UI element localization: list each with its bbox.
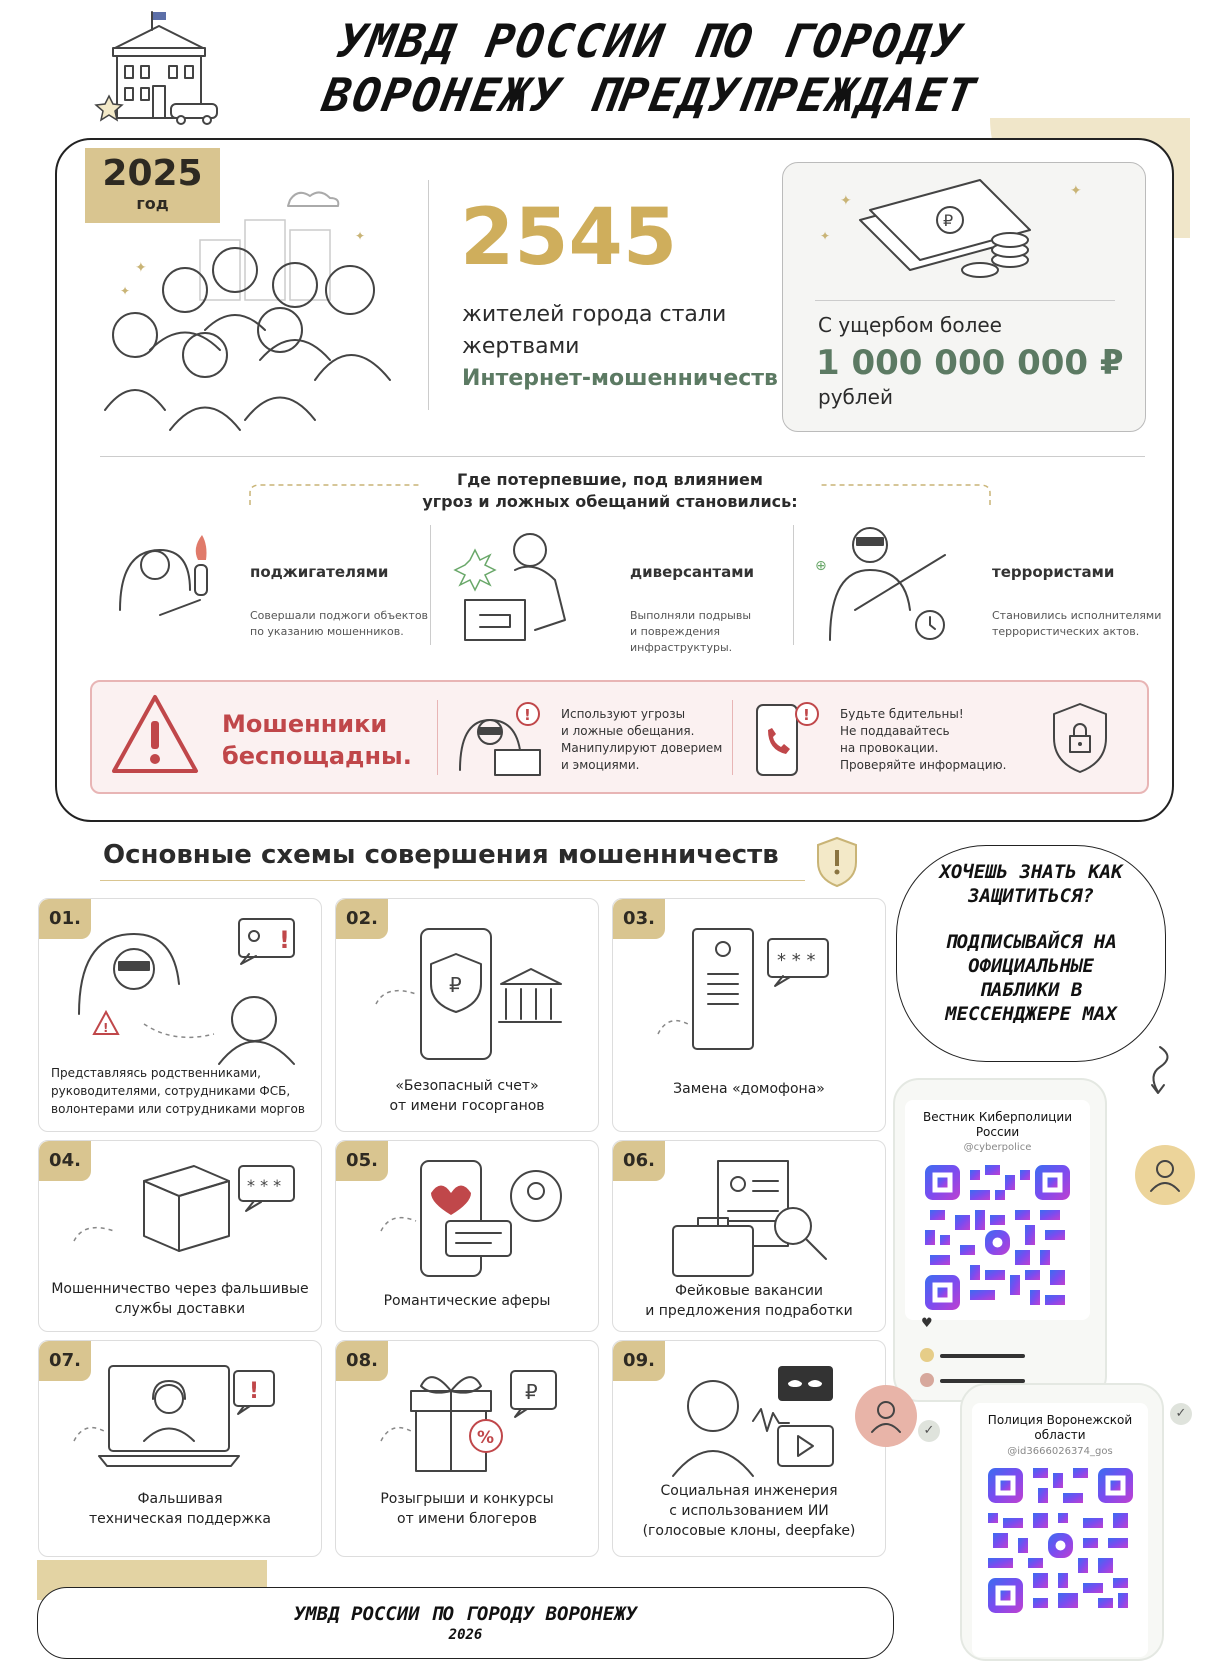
fake-job-icon [653, 1156, 853, 1281]
victims-crowd-illustration [105, 180, 420, 430]
heart-icon: ♥ [921, 1316, 933, 1331]
caption-line: Розыгрыши и конкурсы [380, 1491, 554, 1507]
shield-lock-icon [1050, 700, 1110, 776]
channel-name-line: Полиция Воронежской [987, 1413, 1133, 1427]
avatar-pink [855, 1385, 917, 1447]
role-desc-line: Выполняли подрывы [630, 609, 752, 622]
channel-name-line: России [975, 1125, 1020, 1139]
qr-code-voronezh-police[interactable] [988, 1468, 1133, 1613]
warning-text-line: Не поддавайтесь [840, 724, 950, 738]
caption-line: руководителями, сотрудниками ФСБ, [51, 1084, 291, 1098]
fake-support-icon [69, 1361, 299, 1491]
subscribe-speech-bubble [896, 845, 1166, 1062]
svg-text:✦: ✦ [355, 229, 366, 243]
role-desc-terrorists [992, 608, 1161, 640]
role-desc-line: и повреждения [630, 625, 721, 638]
scheme-caption [613, 1281, 885, 1321]
scheme-caption [336, 1076, 598, 1116]
warning-text-line: Используют угрозы [561, 707, 686, 721]
shield-alert-icon [815, 836, 859, 888]
svg-text:!: ! [103, 1021, 109, 1035]
money-stack-icon [820, 180, 1110, 290]
role-title-arsonists: поджигателями [250, 563, 389, 581]
svg-text:* * *: * * * [247, 1176, 282, 1195]
check-icon: ✓ [1170, 1403, 1192, 1425]
bubble-line4: ОФИЦИАЛЬНЫЕ [968, 955, 1094, 977]
page-title-line1: УМВД РОССИИ ПО ГОРОДУ [333, 14, 967, 68]
year-value: 2025 [102, 153, 203, 194]
channel-name-voronezh-police [972, 1413, 1148, 1443]
svg-text:✦: ✦ [135, 260, 147, 276]
scheme-number: 03. [613, 899, 665, 939]
roles-heading-line2: угроз и ложных обещаний становились: [422, 492, 798, 511]
role-desc-arsonists [250, 608, 428, 640]
svg-text:₽: ₽ [943, 211, 954, 230]
caption-line: Представляясь родственниками, [51, 1066, 261, 1080]
schemes-title: Основные схемы совершения мошенничеств [103, 840, 779, 870]
scheme-number: 08. [336, 1341, 388, 1381]
scheme-card-04 [38, 1140, 322, 1332]
scheme-number: 01. [39, 899, 91, 939]
list-dot [920, 1373, 934, 1387]
schemes-title-underline [100, 880, 805, 881]
page-title-line2: ВОРОНЕЖУ ПРЕДУПРЕЖДАЕТ [318, 68, 982, 122]
caption-line: техническая поддержка [88, 1511, 272, 1527]
year-label: год [136, 194, 169, 213]
qr-code-pattern [988, 1468, 1133, 1613]
channel-handle-voronezh-police: @id3666026374_gos [1007, 1446, 1113, 1457]
caption-line: и предложения подработки [645, 1303, 853, 1319]
svg-text:₽: ₽ [525, 1380, 538, 1404]
divider-vertical-2 [430, 525, 431, 645]
romance-scam-icon [376, 1161, 576, 1281]
list-dot [920, 1348, 934, 1362]
scheme-caption [613, 1481, 885, 1541]
intercom-icon [653, 924, 853, 1064]
role-desc-line: Становились исполнителями [992, 609, 1162, 622]
caption-line: Социальная инженерия [660, 1483, 838, 1499]
scheme-caption [39, 1064, 321, 1118]
role-desc-line: террористических актов. [992, 625, 1140, 638]
role-desc-line: инфраструктуры. [630, 641, 733, 654]
footer-line2: 2026 [448, 1627, 483, 1643]
svg-text:%: % [477, 1428, 495, 1448]
scheme-caption [613, 1079, 885, 1099]
arsonist-illustration [110, 520, 230, 640]
damage-divider [815, 300, 1115, 301]
list-line [940, 1354, 1025, 1358]
scheme-card-02 [335, 898, 599, 1132]
role-title-saboteurs: диверсантами [630, 563, 754, 581]
warning-text-line: и ложные обещания. [561, 724, 695, 738]
channel-name-cyberpolice [905, 1110, 1090, 1140]
scheme-number: 05. [336, 1141, 388, 1181]
victims-line1: жителей города стали [462, 302, 727, 327]
victims-count: 2545 [460, 193, 678, 283]
svg-text:✦: ✦ [1070, 183, 1082, 199]
hacker-laptop-icon [455, 700, 545, 780]
damage-line3: рублей [818, 385, 893, 409]
svg-text:₽: ₽ [449, 973, 462, 997]
caption-line: «Безопасный счет» [395, 1078, 539, 1094]
caption-line: (голосовые клоны, deepfake) [642, 1523, 856, 1539]
warning-col3 [840, 706, 1006, 774]
terrorist-illustration [815, 520, 965, 650]
caption-line: Фальшивая [137, 1491, 223, 1507]
scheme-number: 07. [39, 1341, 91, 1381]
warning-text-line: Проверяйте информацию. [840, 758, 1007, 772]
caption-line: волонтерами или сотрудниками моргов [51, 1102, 305, 1116]
caption-line: службы доставки [114, 1301, 246, 1317]
scheme-card-01 [38, 898, 322, 1132]
svg-text:✦: ✦ [120, 284, 131, 298]
scheme-card-06 [612, 1140, 886, 1332]
divider-vertical-1 [428, 180, 429, 410]
bubble-line5: ПАБЛИКИ В [979, 979, 1083, 1001]
phone-alert-icon [752, 700, 827, 780]
safe-account-icon [371, 924, 571, 1064]
warning-divider-2 [732, 700, 733, 775]
svg-text:✦: ✦ [820, 229, 831, 243]
warning-col2 [561, 706, 722, 774]
svg-text:✦: ✦ [840, 193, 852, 209]
scheme-caption [39, 1489, 321, 1529]
caption-line: от имени блогеров [397, 1511, 537, 1527]
warning-title [222, 708, 412, 772]
svg-text:!: ! [803, 706, 810, 724]
footer [37, 1587, 894, 1659]
svg-text:!: ! [249, 1379, 260, 1404]
warning-title-line2: беспощадны. [222, 742, 412, 770]
roles-heading-line1: Где потерпевшие, под влиянием [457, 470, 763, 489]
scheme-number: 02. [336, 899, 388, 939]
caption-line: Романтические аферы [383, 1293, 551, 1309]
damage-line1: С ущербом более [818, 313, 1002, 337]
scheme-number: 09. [613, 1341, 665, 1381]
scheme-card-09 [612, 1340, 886, 1557]
scheme-number: 04. [39, 1141, 91, 1181]
check-icon: ✓ [918, 1420, 940, 1442]
warning-text-line: Манипулируют доверием [561, 741, 723, 755]
caption-line: Замена «домофона» [673, 1081, 825, 1097]
section-divider [100, 456, 1145, 457]
warning-divider-1 [437, 700, 438, 775]
caption-line: Мошенничество через фальшивые [51, 1281, 309, 1297]
saboteur-illustration [455, 520, 605, 650]
victims-line3: Интернет-мошенничеств [462, 366, 778, 391]
police-building-logo [95, 8, 225, 128]
caption-line: от имени госорганов [389, 1098, 545, 1114]
role-title-terrorists: террористами [992, 563, 1115, 581]
damage-amount: 1 000 000 000 ₽ [816, 343, 1124, 383]
caption-line: с использованием ИИ [669, 1503, 829, 1519]
scheme-card-08 [335, 1340, 599, 1557]
role-desc-saboteurs [630, 608, 751, 656]
bubble-line2: ЗАЩИТИТЬСЯ? [968, 885, 1094, 907]
warning-text-line: и эмоциями. [561, 758, 640, 772]
svg-text:* * *: * * * [777, 950, 816, 971]
svg-text:⊕: ⊕ [815, 558, 827, 574]
scheme-caption [39, 1279, 321, 1319]
giveaway-gift-icon [376, 1361, 576, 1486]
divider-vertical-3 [793, 525, 794, 645]
warning-text-line: Будьте бдительны! [840, 707, 964, 721]
ai-deepfake-icon [653, 1356, 863, 1481]
victims-line2: жертвами [462, 334, 580, 359]
channel-handle-cyberpolice: @cyberpolice [963, 1142, 1032, 1153]
caption-line: Фейковые вакансии [674, 1283, 824, 1299]
curly-arrow [1140, 1045, 1180, 1095]
scam-call-icon [74, 914, 304, 1064]
bubble-line6: МЕССЕНДЖЕРЕ MAX [945, 1003, 1117, 1025]
channel-name-line: области [1034, 1428, 1086, 1442]
scheme-caption [336, 1291, 598, 1311]
svg-text:!: ! [524, 706, 531, 724]
scheme-card-03 [612, 898, 886, 1132]
warning-triangle-icon [110, 693, 200, 775]
delivery-box-icon [69, 1161, 299, 1271]
channel-name-line: Вестник Киберполиции [922, 1110, 1073, 1124]
avatar-gold [1135, 1145, 1195, 1205]
scheme-card-05 [335, 1140, 599, 1332]
svg-text:!: ! [279, 926, 290, 954]
qr-code-pattern [925, 1165, 1070, 1310]
bubble-line1: ХОЧЕШЬ ЗНАТЬ КАК [939, 861, 1123, 883]
footer-line1: УМВД РОССИИ ПО ГОРОДУ ВОРОНЕЖУ [293, 1603, 638, 1625]
role-desc-line: по указанию мошенников. [250, 625, 404, 638]
scheme-card-07 [38, 1340, 322, 1557]
scheme-caption [336, 1489, 598, 1529]
bubble-line3: ПОДПИСЫВАЙСЯ НА [945, 931, 1117, 953]
scheme-number: 06. [613, 1141, 665, 1181]
role-desc-line: Совершали поджоги объектов [250, 609, 429, 622]
qr-code-cyberpolice[interactable] [925, 1165, 1070, 1310]
dashed-arrows [250, 480, 1000, 510]
warning-title-line1: Мошенники [222, 710, 388, 738]
warning-text-line: на провокации. [840, 741, 939, 755]
